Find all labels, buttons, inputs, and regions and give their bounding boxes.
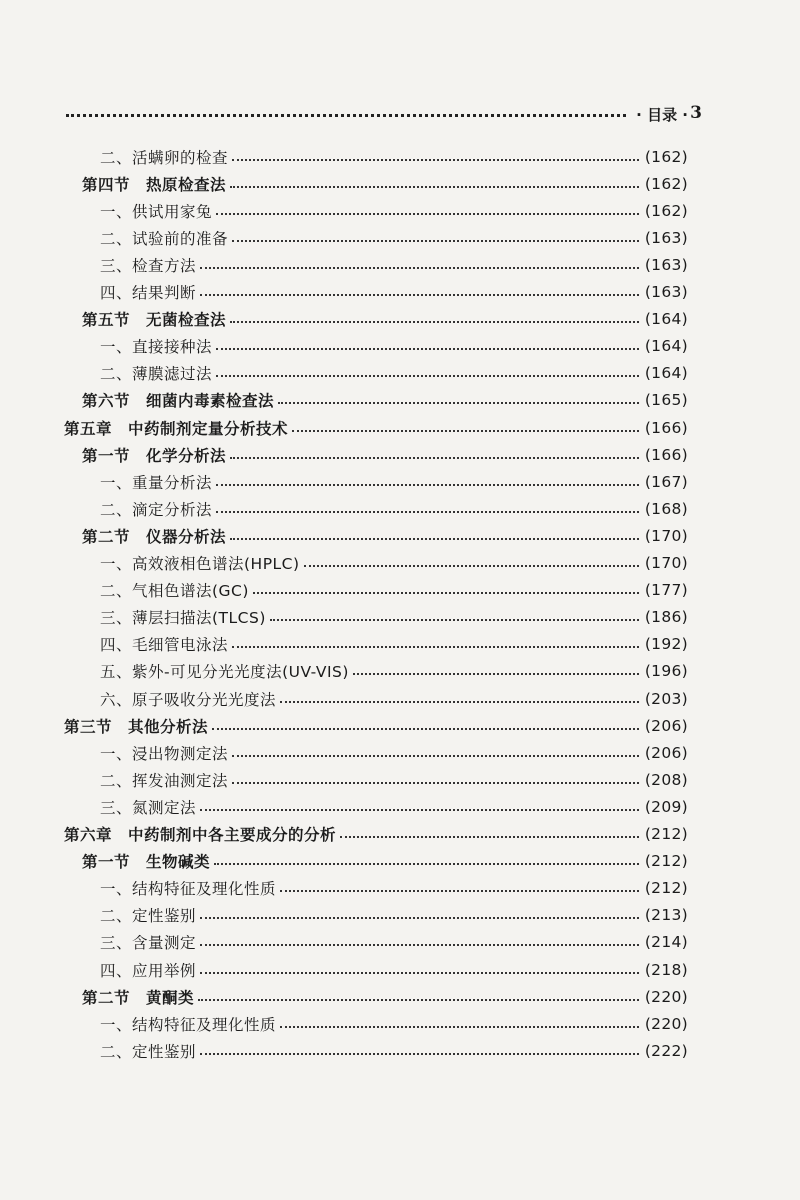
toc-dot-leader (216, 511, 639, 513)
toc-entry[interactable] (64, 821, 688, 848)
page-number: 3 (690, 103, 702, 123)
toc-dot-leader (232, 782, 639, 784)
toc-dot-leader (304, 565, 639, 567)
toc-dot-leader (200, 809, 639, 811)
header-dot-leader (66, 114, 626, 117)
toc-entry-title: 一、高效液相色谱法(HPLC) (100, 555, 300, 573)
toc-entry-title: 一、直接接种法 (100, 338, 213, 357)
toc-entry[interactable] (100, 875, 688, 902)
toc-entry-page: (163) (644, 255, 688, 274)
toc-entry-title: 四、毛细管电泳法 (100, 636, 229, 655)
toc-entry-page: (168) (644, 499, 688, 518)
toc-entry[interactable] (100, 658, 688, 685)
toc-entry-title: 二、定性鉴别 (100, 907, 197, 926)
toc-dot-leader (253, 592, 639, 594)
toc-entry-page: (213) (644, 906, 688, 925)
running-header (66, 102, 702, 126)
toc-entry[interactable] (82, 387, 688, 414)
toc-entry[interactable] (100, 902, 688, 929)
toc-entry-title: 六、原子吸收分光光度法 (100, 690, 277, 709)
toc-entry-page: (220) (644, 1014, 688, 1033)
toc-entry[interactable] (100, 224, 688, 251)
toc-entry[interactable] (82, 848, 688, 875)
toc-entry[interactable] (100, 360, 688, 387)
toc-dot-leader (200, 1053, 639, 1055)
toc-entry-page: (165) (644, 391, 688, 410)
toc-entry-page: (164) (644, 364, 688, 383)
toc-dot-leader (216, 484, 639, 486)
toc-entry-page: (170) (644, 526, 688, 545)
toc-entry-page: (167) (644, 472, 688, 491)
toc-entry-page: (203) (644, 689, 688, 708)
toc-dot-leader (278, 402, 639, 404)
toc-dot-leader (216, 348, 639, 350)
toc-dot-leader (292, 430, 639, 432)
toc-entry-page: (220) (644, 987, 688, 1006)
toc-entry-title: 第六章 中药制剂中各主要成分的分析 (64, 826, 337, 844)
toc-entry-title: 四、应用举例 (100, 961, 197, 980)
toc-entry-page: (164) (644, 310, 688, 329)
toc-entry-page: (212) (644, 879, 688, 898)
toc-entry-title: 三、氮测定法 (100, 798, 197, 817)
toc-entry-page: (163) (644, 228, 688, 247)
toc-entry[interactable] (100, 631, 688, 658)
toc-entry[interactable] (100, 577, 688, 604)
toc-entry-title: 四、结果判断 (100, 284, 197, 302)
toc-entry-title: 二、试验前的准备 (100, 229, 229, 248)
toc-entry[interactable] (82, 170, 688, 197)
toc-entry[interactable] (100, 550, 688, 577)
toc-entry[interactable] (100, 468, 688, 495)
toc-entry[interactable] (64, 712, 688, 739)
toc-entry-title: 一、重量分析法 (100, 473, 213, 492)
toc-entry-title: 一、结构特征及理化性质 (100, 880, 277, 899)
toc-entry[interactable] (100, 929, 688, 956)
toc-entry[interactable] (100, 251, 688, 278)
toc-dot-leader (232, 240, 639, 242)
toc-entry-title: 第一节 生物碱类 (82, 853, 211, 872)
toc-dot-leader (200, 972, 639, 974)
toc-dot-leader (230, 457, 639, 459)
toc-entry-title: 二、薄膜滤过法 (100, 365, 213, 384)
toc-entry-page: (209) (644, 797, 688, 816)
toc-entry-title: 第二节 仪器分析法 (82, 527, 227, 546)
toc-dot-leader (340, 836, 639, 838)
toc-entry[interactable] (100, 333, 688, 360)
toc-entry[interactable] (100, 793, 688, 820)
toc-entry-title: 三、检查方法 (100, 256, 197, 275)
toc-entry[interactable] (100, 739, 688, 766)
toc-dot-leader (214, 863, 639, 865)
toc-dot-leader (200, 294, 639, 296)
toc-entry[interactable] (100, 143, 688, 170)
toc-dot-leader (200, 917, 639, 919)
toc-entry-title: 一、结构特征及理化性质 (100, 1015, 277, 1034)
toc-entry-page: (186) (644, 608, 688, 627)
toc-entry-title: 第五章 中药制剂定量分析技术 (64, 419, 289, 438)
toc-entry-title: 第四节 热原检查法 (82, 175, 227, 194)
toc-entry[interactable] (100, 766, 688, 793)
toc-entry[interactable] (82, 983, 688, 1010)
toc-entry-page: (170) (644, 554, 688, 572)
toc-entry[interactable] (100, 956, 688, 983)
toc-entry-page: (163) (644, 283, 688, 301)
toc-entry-page: (206) (644, 716, 688, 735)
toc-dot-leader (270, 619, 639, 621)
toc-entry[interactable] (100, 1010, 688, 1037)
toc-dot-leader (198, 999, 639, 1001)
toc-dot-leader (200, 944, 639, 946)
toc-entry[interactable] (100, 279, 688, 306)
toc-entry[interactable] (100, 1037, 688, 1064)
toc-entry-page: (164) (644, 337, 688, 356)
toc-entry-page: (166) (644, 445, 688, 464)
toc-entry-page: (192) (644, 635, 688, 654)
toc-entry-title: 第二节 黄酮类 (82, 988, 195, 1007)
toc-entry-title: 第三节 其他分析法 (64, 717, 209, 736)
toc-entry-page: (162) (644, 174, 688, 193)
toc-entry-page: (162) (644, 147, 688, 166)
toc-entry[interactable] (82, 522, 688, 549)
toc-dot-leader (353, 673, 639, 675)
toc-dot-leader (232, 159, 639, 161)
header-section-label: · 目录 · (636, 105, 688, 124)
toc-entry-title: 二、气相色谱法(GC) (100, 582, 249, 601)
toc-entry-page: (196) (644, 662, 688, 681)
toc-entry-title: 二、滴定分析法 (100, 500, 213, 519)
toc-dot-leader (200, 267, 639, 269)
toc-entry-page: (162) (644, 201, 688, 220)
toc-dot-leader (216, 213, 639, 215)
toc-dot-leader (280, 890, 639, 892)
toc-dot-leader (212, 728, 639, 730)
toc-entry-title: 二、挥发油测定法 (100, 771, 229, 790)
toc-entry[interactable] (100, 685, 688, 712)
toc-entry[interactable] (100, 604, 688, 631)
toc-dot-leader (232, 755, 639, 757)
toc-dot-leader (216, 375, 639, 377)
toc-entry-title: 三、薄层扫描法(TLCS) (100, 609, 266, 628)
toc-entry[interactable] (100, 197, 688, 224)
toc-dot-leader (230, 186, 639, 188)
toc-entry-title: 三、含量测定 (100, 934, 197, 953)
toc-entry-title: 一、供试用家兔 (100, 202, 213, 221)
toc-entry-page: (166) (644, 418, 688, 437)
toc-entry-title: 二、活螨卵的检查 (100, 148, 229, 167)
toc-entry[interactable] (64, 414, 688, 441)
toc-entry-title: 二、定性鉴别 (100, 1042, 197, 1061)
toc-entry-page: (214) (644, 933, 688, 952)
toc-dot-leader (232, 646, 639, 648)
toc-entry-page: (218) (644, 960, 688, 979)
toc-entry-page: (206) (644, 743, 688, 762)
toc-dot-leader (230, 321, 639, 323)
toc-entry-title: 第一节 化学分析法 (82, 446, 227, 465)
toc-entry[interactable] (82, 306, 688, 333)
toc-entry-title: 五、紫外-可见分光光度法(UV-VIS) (100, 663, 349, 682)
toc-entry-page: (208) (644, 770, 688, 789)
toc-dot-leader (230, 538, 639, 540)
toc-entry-title: 第六节 细菌内毒素检查法 (82, 392, 275, 411)
toc-entry-page: (222) (644, 1041, 688, 1060)
toc-entry-title: 一、浸出物测定法 (100, 744, 229, 763)
toc-entry-title: 第五节 无菌检查法 (82, 311, 227, 330)
toc-dot-leader (280, 701, 639, 703)
toc-entry-page: (212) (644, 852, 688, 871)
toc-entry-page: (212) (644, 825, 688, 843)
toc-entry-page: (177) (644, 581, 688, 600)
toc-entry[interactable] (100, 495, 688, 522)
toc-entry[interactable] (82, 441, 688, 468)
toc-dot-leader (280, 1026, 639, 1028)
